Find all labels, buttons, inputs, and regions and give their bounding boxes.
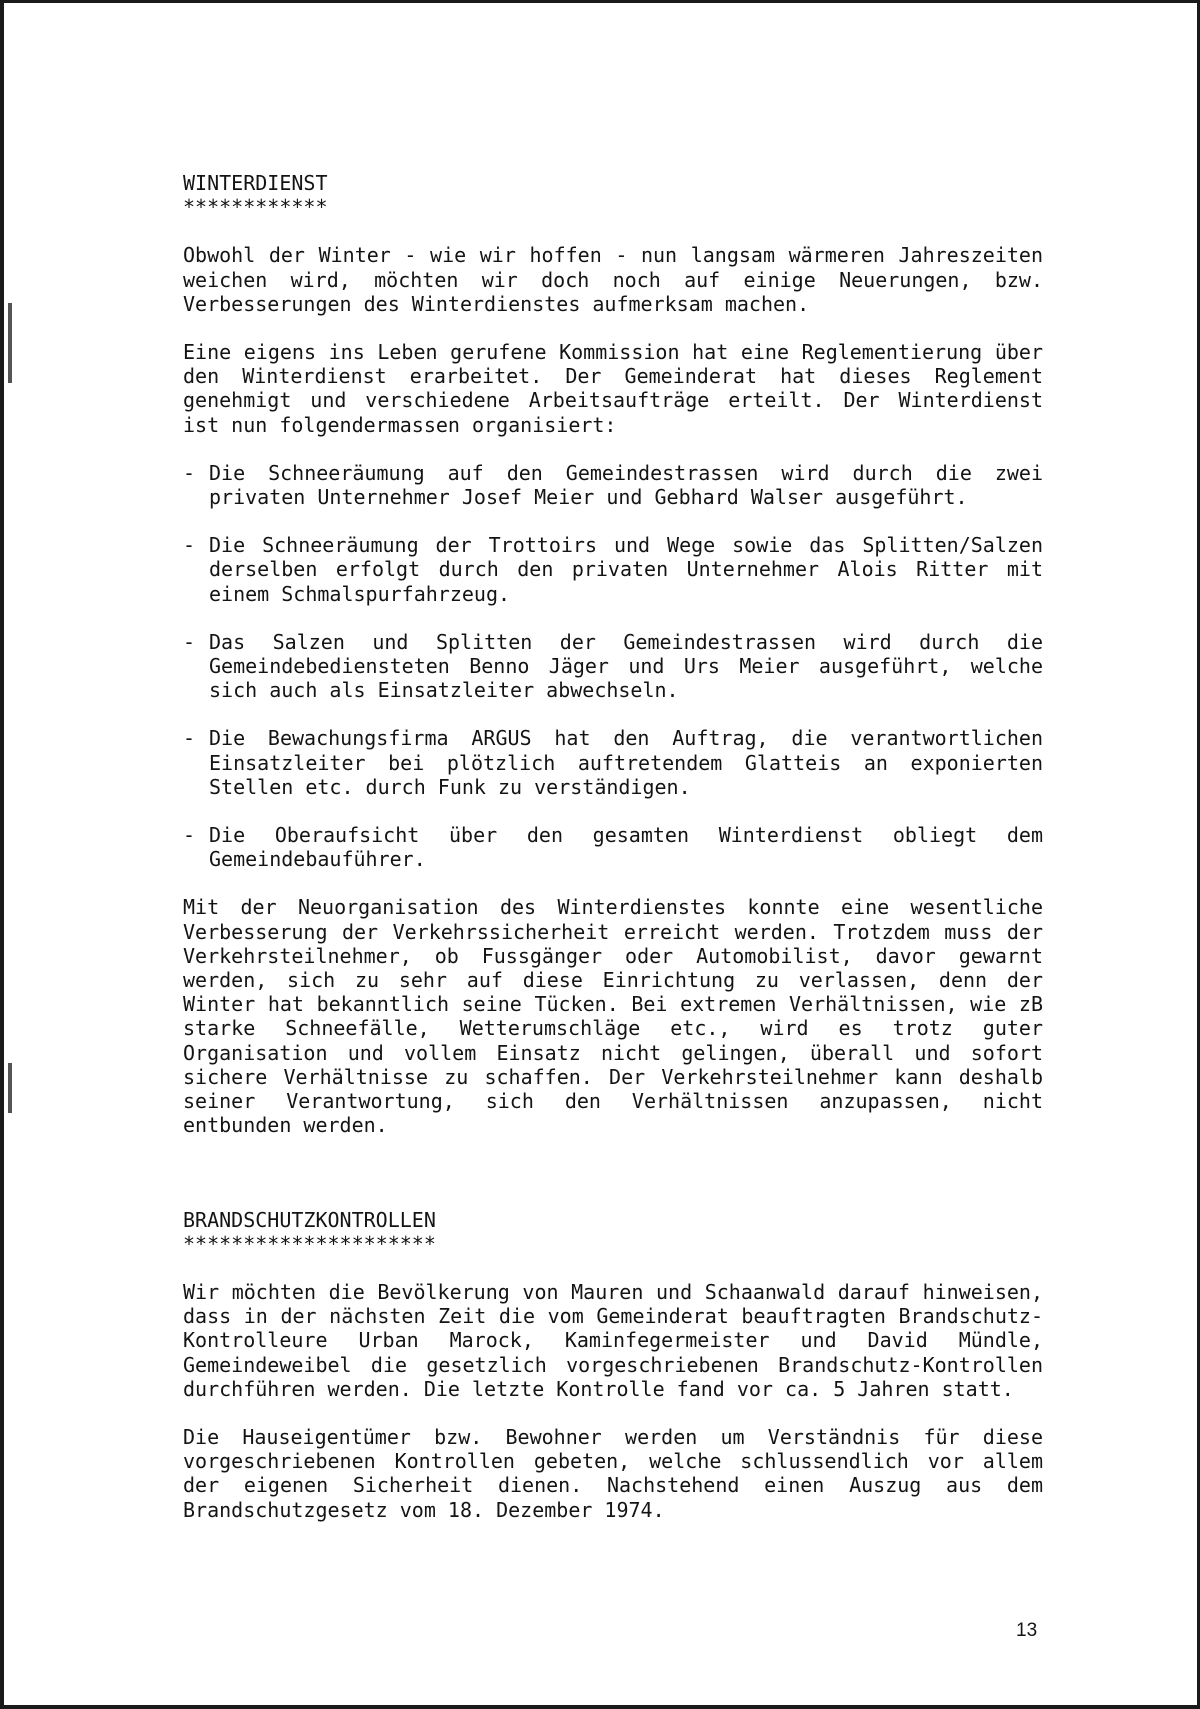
scan-edge-mark (8, 303, 12, 383)
document-body (183, 171, 1043, 1522)
list-item (183, 630, 1043, 703)
list-item-text: Das Salzen und Splitten der Gemeindestrassen wird durch die Gemeindebediensteten Benno Jäger und Urs Meier ausgeführt, welche sich auch als Einsatzleiter abwechseln. (209, 629, 1043, 703)
heading-underline: ********************* (183, 1231, 436, 1256)
section-heading: BRANDSCHUTZKONTROLLEN (183, 1207, 436, 1232)
list-item-text: Die Bewachungsfirma ARGUS hat den Auftrag, die verantwortlichen Einsatzleiter bei plötzlich auftretendem Glatteis an exponierten Stellen etc. durch Funk zu verständigen. (209, 726, 1043, 799)
section-winterdienst (183, 171, 1043, 1138)
section-brandschutzkontrollen (183, 1208, 1043, 1522)
bullet-dash: - (183, 533, 196, 558)
paragraph: Die Hauseigentümer bzw. Bewohner werden um Verständnis für diese vorgeschriebenen Kontrollen gebeten, welche schlussendlich vor allem der eigenen Sicherheit dienen. Nachstehend einen Auszug aus dem Brandschutzgesetz vom 18. Dezember 1974. (183, 1424, 1043, 1522)
paragraph: Mit der Neuorganisation des Winterdienstes konnte eine wesentliche Verbesserung der Verkehrssicherheit erreicht werden. Trotzdem muss der Verkehrsteilnehmer, ob Fussgänger oder Automobilist, davor gewarnt werden, sich zu sehr auf diese Einrichtung zu verlassen, denn der Winter hat bekanntlich seine Tücken. Bei extremen Verhältnissen, wie zB starke Schneefälle, Wetterumschläge etc., wird es trotz guter Organisation und vollem Einsatz nicht gelingen, überall und sofort sichere Verhältnisse zu schaffen. Der Verkehrsteilnehmer kann deshalb seiner Verantwortung, sich den Verhältnissen anzupassen, nicht entbunden werden. (183, 895, 1043, 1138)
list-item (183, 461, 1043, 509)
list-item (183, 823, 1043, 871)
bullet-dash: - (183, 629, 196, 654)
paragraph: Obwohl der Winter - wie wir hoffen - nun langsam wärmeren Jahreszeiten weichen wird, möchten wir doch noch auf einige Neuerungen, bzw. Verbesserungen des Winterdienstes aufmerksam machen. (183, 243, 1043, 316)
list-item-text: Die Schneeräumung der Trottoirs und Wege sowie das Splitten/Salzen derselben erfolgt durch den privaten Unternehmer Alois Ritter mit einem Schmalspurfahrzeug. (209, 533, 1043, 606)
list-item (183, 726, 1043, 799)
list-item-text: Die Schneeräumung auf den Gemeindestrassen wird durch die zwei privaten Unternehmer Josef Meier und Gebhard Walser ausgeführt. (209, 460, 1043, 510)
list-item (183, 533, 1043, 606)
section-heading: WINTERDIENST (183, 171, 328, 195)
list-item-text: Die Oberaufsicht über den gesamten Winterdienst obliegt dem Gemeindebauführer. (209, 823, 1043, 872)
heading-underline: ************ (183, 195, 328, 220)
bullet-dash: - (183, 823, 196, 848)
page-number: 13 (1016, 1620, 1038, 1641)
paragraph: Wir möchten die Bevölkerung von Mauren und Schaanwald darauf hinweisen, dass in der nächsten Zeit die vom Gemeinderat beauftragten Brandschutz-Kontrolleure Urban Marock, Kaminfegermeister und David Mündle, Gemeindeweibel die gesetzlich vorgeschriebenen Brandschutz-Kontrollen durchführen werden. Die letzte Kontrolle fand vor ca. 5 Jahren statt. (183, 1279, 1043, 1401)
bullet-dash: - (183, 726, 196, 751)
scan-edge-mark (8, 1063, 12, 1113)
paragraph: Eine eigens ins Leben gerufene Kommission hat eine Reglementierung über den Winterdienst erarbeitet. Der Gemeinderat hat dieses Reglement genehmigt und verschiedene Arbeitsaufträge erteilt. Der Winterdienst ist nun folgendermassen organisiert: (183, 340, 1043, 437)
bullet-dash: - (183, 460, 196, 485)
